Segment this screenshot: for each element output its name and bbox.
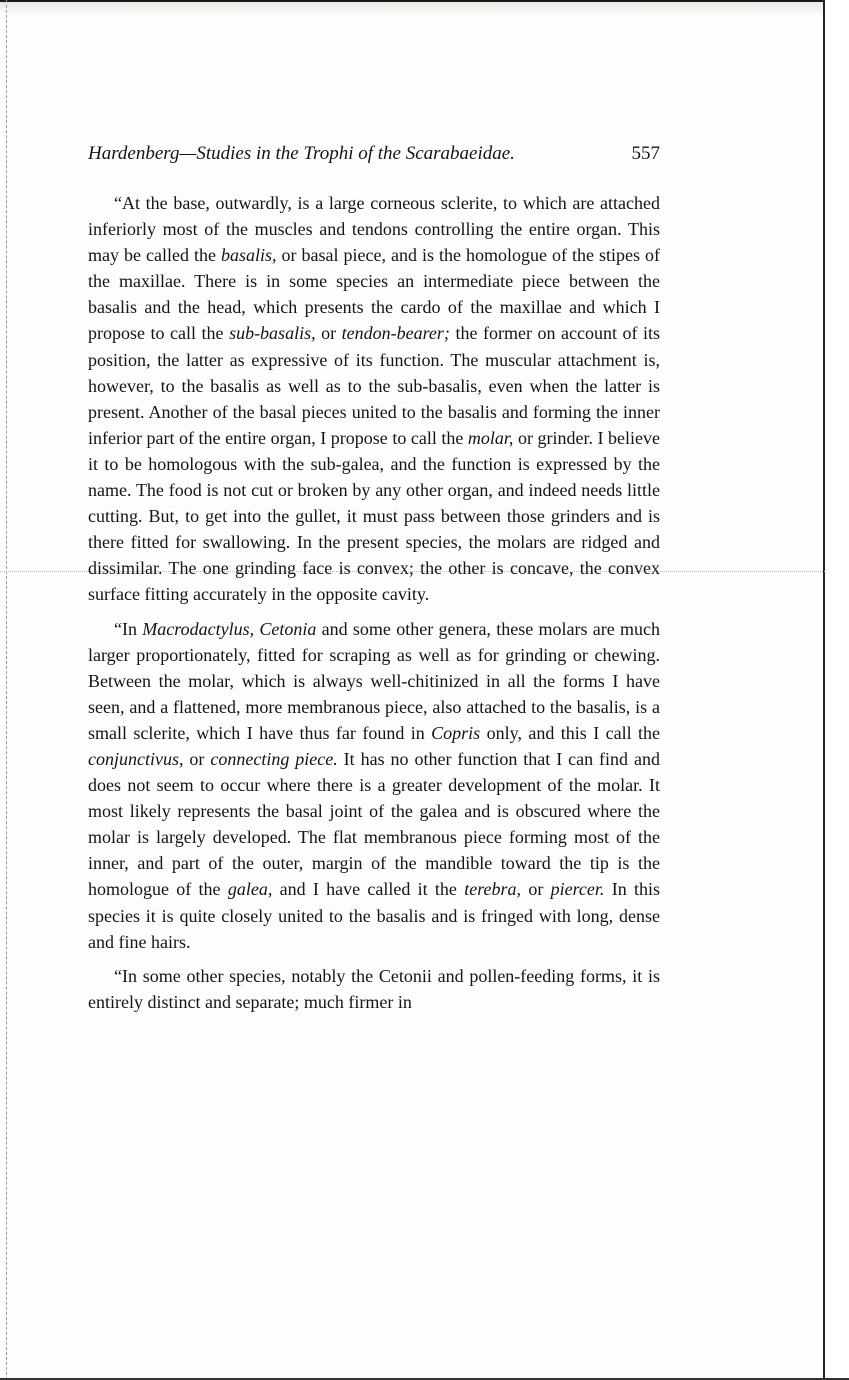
text-segment: or [183, 748, 211, 769]
text-segment: and I have called it the [272, 879, 465, 900]
italic-term: connecting piece. [210, 748, 338, 769]
italic-term: Copris [431, 722, 481, 743]
article-body [88, 190, 660, 1015]
text-segment: or [315, 323, 342, 344]
text-segment: It has no other function that I can find and does not seem to occur where there is a greater development of the molar. It most likely represents the basal joint of the galea and is obscured where the molar is largely developed. The flat membranous piece forming most of the inner, and part of the outer, margin of the mandible toward the tip is the homologue of the [88, 748, 660, 900]
text-segment: “In [114, 618, 143, 639]
running-title: Hardenberg—Studies in the Trophi of the Scarabaeidae. [88, 143, 515, 164]
text-segment: only, and this I call the [480, 722, 660, 743]
page-right-margin-strip [823, 0, 849, 1380]
italic-term: conjunctivus, [88, 748, 184, 769]
text-segment: the former on account of its position, the latter as expressive of its function. The muscular attachment is, however, to the basalis as well as to the sub-basalis, even when the latter is present. Another of the basal pieces united to the basalis and forming the inner inferior part of the entire organ, I propose to call the [88, 323, 661, 448]
italic-term: galea, [227, 879, 273, 900]
text-segment: and some other genera, these molars are much larger proportionately, fitted for scraping as well as for grinding or chewing. Between the molar, which is always well-chitinized in all the forms I have seen, and a flattened, more membranous piece, also attached to the basalis, is a small sclerite, which I have thus far found in [88, 618, 661, 743]
running-header [88, 143, 660, 173]
italic-term: basalis, [220, 245, 277, 266]
paragraph-3 [88, 963, 660, 1015]
text-segment: or grinder. I believe it to be homologous with the sub-galea, and the function is expressed by the name. The food is not cut or broken by any other organ, and indeed needs little cutting. But, to get into the gullet, it must pass between those grinders and is there fitted for swallowing. In the present species, the molars are ridged and dissimilar. The one grinding face is convex; the other is concave, the convex surface fitting accurately in the opposite cavity. [88, 427, 660, 605]
italic-term: piercer. [550, 879, 605, 900]
page-bottom-edge [0, 1366, 849, 1380]
italic-term: molar, [467, 427, 514, 448]
italic-term: terebra, [464, 879, 522, 900]
page-number: 557 [631, 143, 660, 164]
page-top-edge [0, 0, 849, 16]
text-segment: or basal piece, and is the homologue of the stipes of the maxillae. There is in some species an intermediate piece between the basalis and the head, which presents the cardo of the maxillae and which I propose to call the [88, 245, 660, 344]
italic-term: Macrodactylus, Cetonia [142, 618, 317, 639]
italic-term: tendon-bearer; [341, 323, 450, 344]
text-segment: “In some other species, notably the Cetonii and pollen-feeding forms, it is entirely distinct and separate; much firmer in [88, 965, 660, 1012]
paragraph-1 [88, 190, 660, 608]
italic-term: sub-basalis, [229, 323, 316, 344]
text-segment: “At the base, outwardly, is a large corneous sclerite, to which are attached inferiorly most of the muscles and tendons controlling the entire organ. This may be called the [88, 193, 660, 266]
page-left-edge [0, 0, 7, 1380]
text-segment: In this species it is quite closely united to the basalis and is fringed with long, dense and fine hairs. [88, 879, 660, 952]
text-segment: or [521, 879, 551, 900]
paragraph-2 [88, 616, 660, 955]
